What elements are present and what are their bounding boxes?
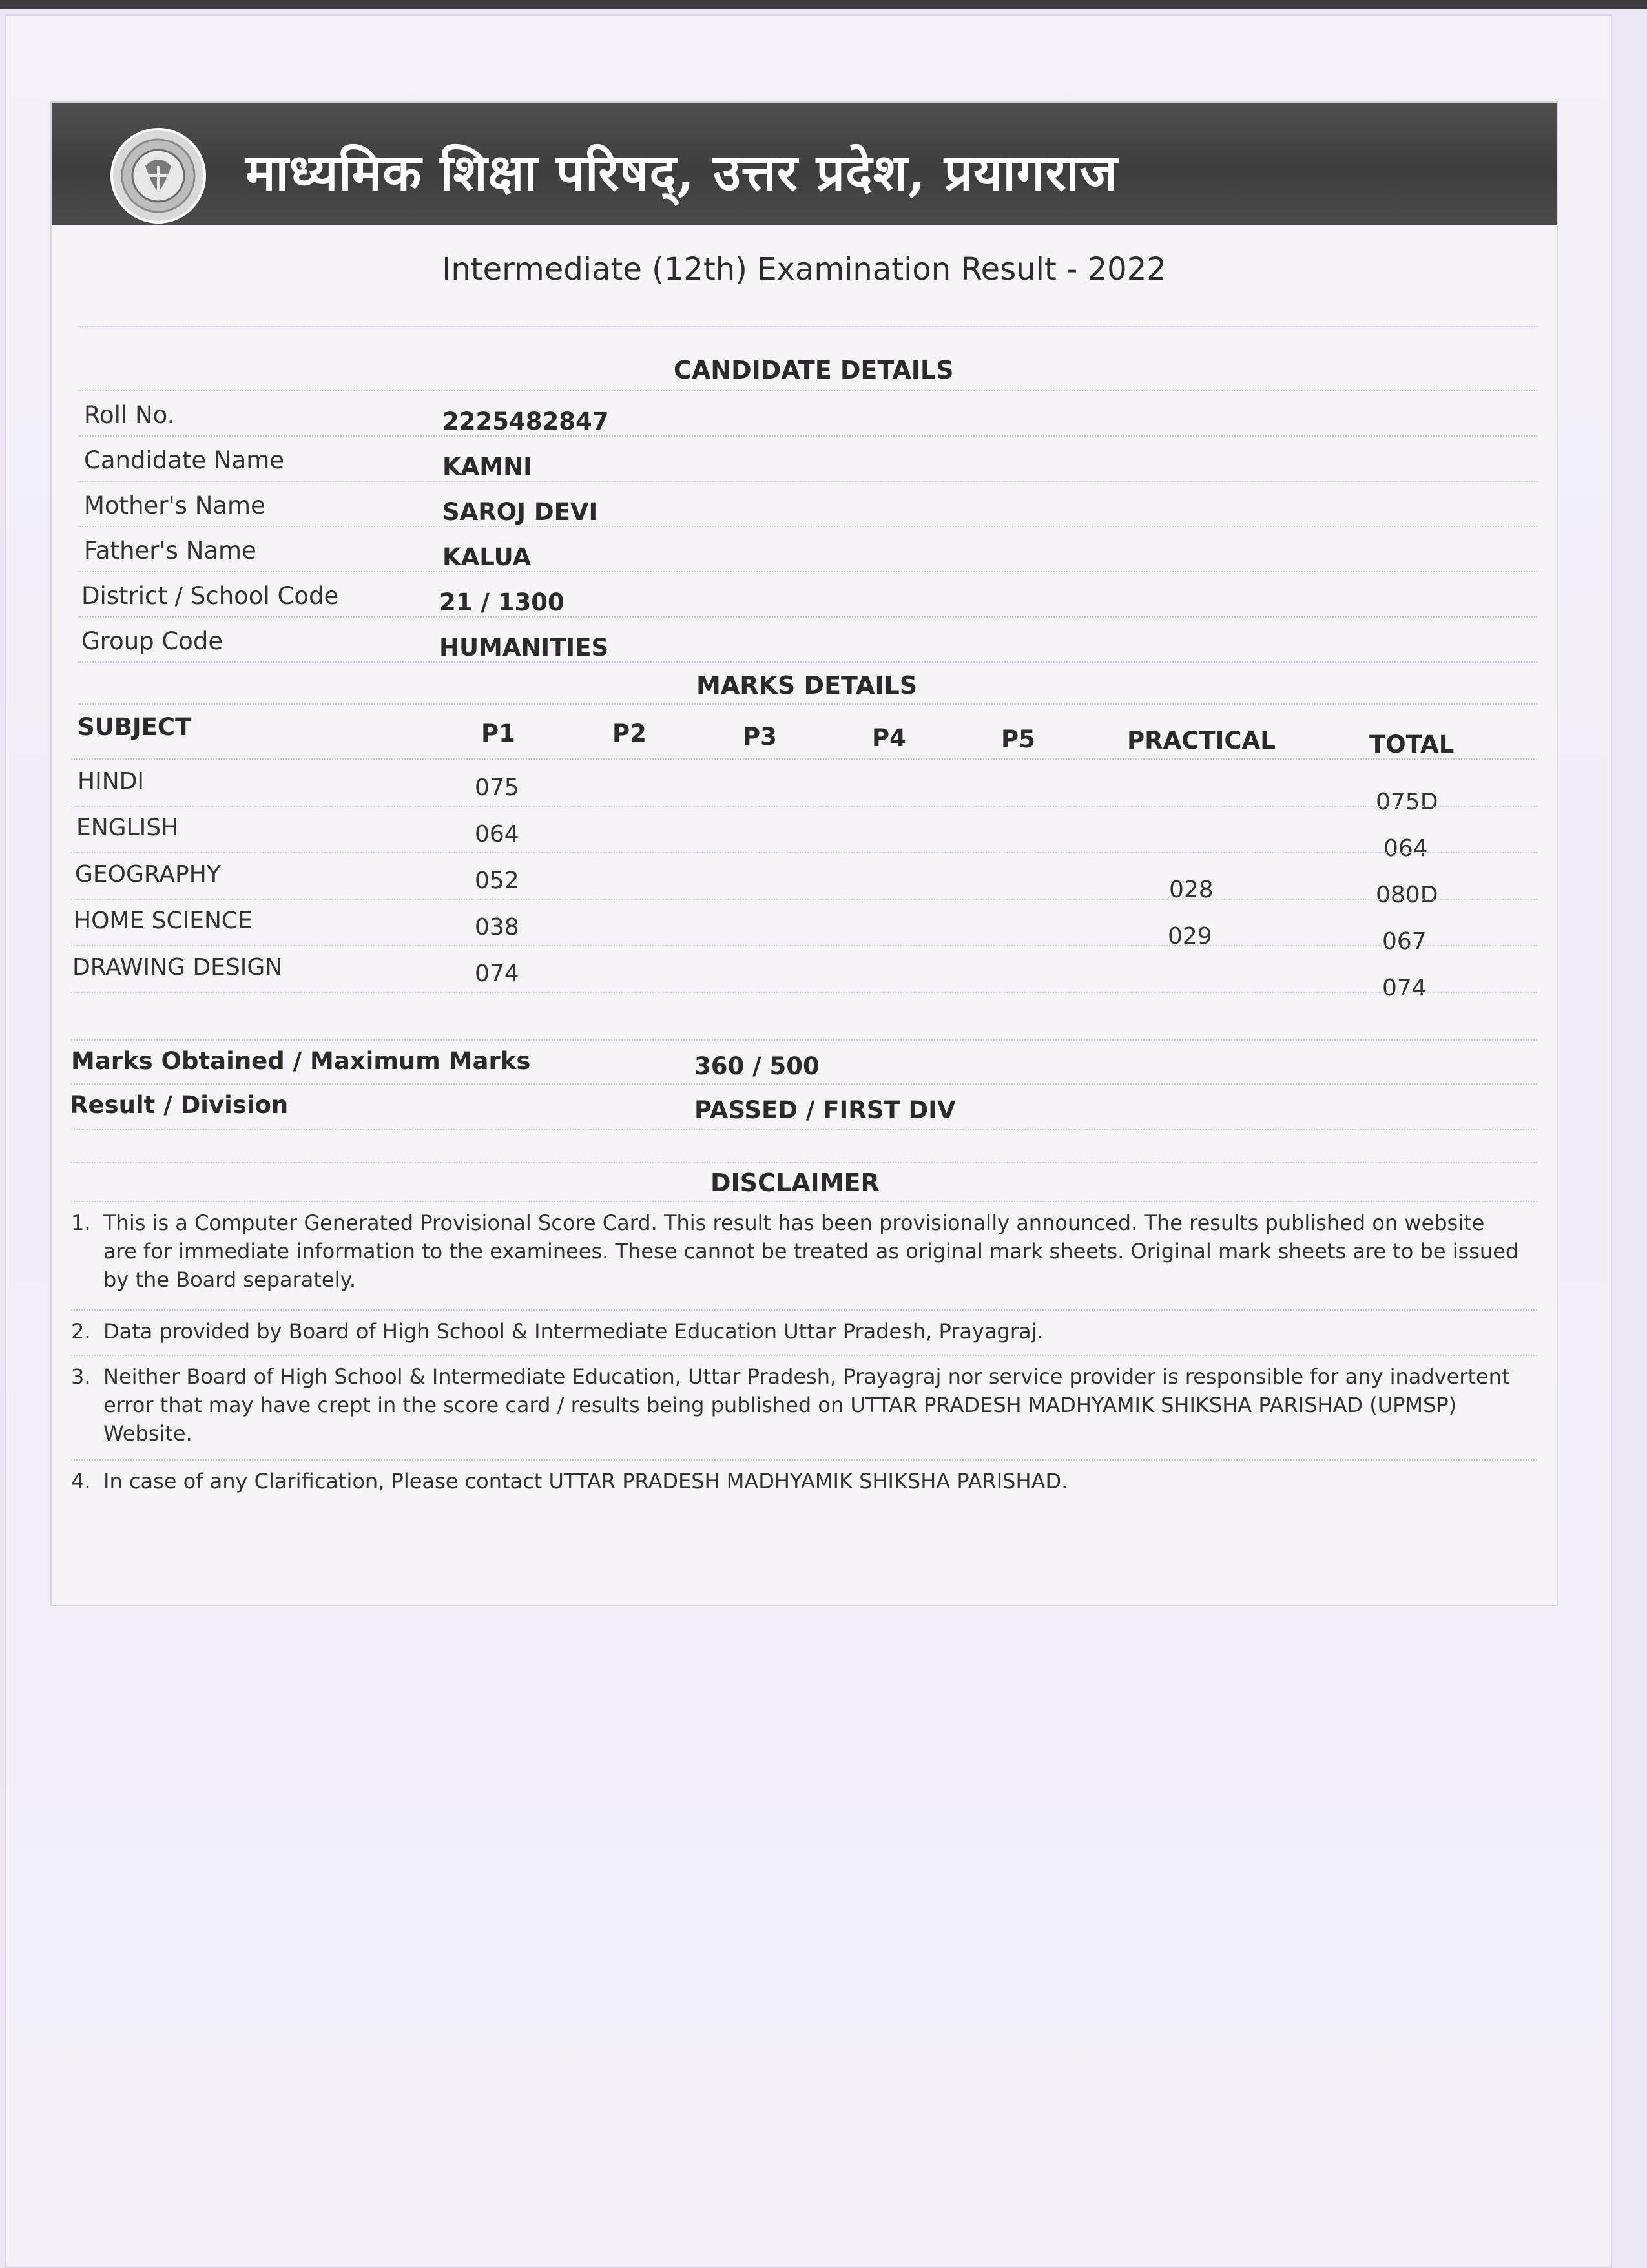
divider: [78, 526, 1537, 527]
marks-obtained-value: 360 / 500: [694, 1052, 820, 1080]
disclaimer-text: Data provided by Board of High School & Intermediate Education Uttar Pradesh, Prayagraj.: [103, 1319, 1044, 1344]
divider: [71, 1201, 1537, 1202]
p1-header: P1: [481, 720, 515, 747]
disclaimer-item: [71, 1362, 1524, 1453]
subject-cell: DRAWING DESIGN: [72, 954, 283, 981]
divider: [71, 806, 1537, 807]
divider: [71, 1039, 1537, 1041]
p4-header: P4: [872, 724, 906, 752]
total-cell: 067: [1382, 928, 1427, 955]
district-school-code-value: 21 / 1300: [439, 588, 565, 616]
p1-cell: 074: [475, 961, 519, 987]
p3-header: P3: [743, 723, 777, 751]
roll-no-value: 2225482847: [442, 408, 609, 435]
divider: [71, 945, 1537, 946]
p1-cell: 064: [475, 821, 519, 848]
mother-name-label: Mother's Name: [84, 492, 265, 519]
disclaimer-number: 4.: [71, 1469, 91, 1493]
disclaimer-title: DISCLAIMER: [710, 1169, 880, 1197]
total-cell: 080D: [1376, 882, 1438, 908]
disclaimer-text: This is a Computer Generated Provisional Score Card. This result has been provisionally announced. The results published on website are for immediate information to the examinees. These cannot be treated as original mark sheets. Original mark sheets are to be issued by the Board separately.: [103, 1211, 1519, 1292]
divider: [71, 899, 1537, 900]
divider: [71, 1459, 1537, 1461]
practical-cell: 028: [1169, 877, 1214, 903]
marks-obtained-label: Marks Obtained / Maximum Marks: [71, 1047, 531, 1075]
disclaimer-number: 1.: [71, 1211, 91, 1235]
marks-details-title: MARKS DETAILS: [696, 671, 918, 700]
divider: [78, 326, 1537, 327]
divider: [78, 661, 1537, 663]
disclaimer-item: [71, 1209, 1524, 1299]
divider: [71, 1083, 1537, 1085]
p5-header: P5: [1001, 725, 1035, 753]
group-code-value: HUMANITIES: [439, 634, 609, 661]
divider: [78, 571, 1537, 572]
total-cell: 064: [1383, 835, 1428, 862]
exam-title: Intermediate (12th) Examination Result - 2022: [442, 251, 1166, 287]
subject-cell: HOME SCIENCE: [74, 908, 253, 934]
scanned-page: [5, 14, 1612, 2268]
scan-edge: [0, 0, 1647, 9]
p2-header: P2: [612, 720, 647, 747]
candidate-name-value: KAMNI: [442, 453, 532, 481]
disclaimer-number: 3.: [71, 1364, 91, 1389]
disclaimer-number: 2.: [71, 1319, 91, 1344]
divider: [78, 390, 1537, 391]
p1-cell: 052: [475, 868, 519, 894]
disclaimer-text: In case of any Clarification, Please contact UTTAR PRADESH MADHYAMIK SHIKSHA PARISHAD.: [103, 1469, 1068, 1493]
result-card: [50, 101, 1558, 1606]
candidate-details-title: CANDIDATE DETAILS: [674, 356, 954, 384]
divider: [71, 1162, 1537, 1163]
disclaimer-text: Neither Board of High School & Intermediate Education, Uttar Pradesh, Prayagraj nor service provider is responsible for any inadvertent error that may have crept in the score card / results being published on UTTAR PRADESH MADHYAMIK SHIKSHA PARISHAD (UPMSP) Website.: [103, 1364, 1510, 1446]
up-emblem-seal-icon: [110, 127, 207, 224]
disclaimer-item: [71, 1317, 1524, 1349]
divider: [71, 1355, 1537, 1356]
roll-no-label: Roll No.: [84, 401, 175, 429]
district-school-code-label: District / School Code: [81, 582, 339, 610]
p1-cell: 075: [475, 775, 519, 801]
group-code-label: Group Code: [81, 627, 223, 655]
divider: [78, 703, 1537, 705]
result-division-label: Result / Division: [70, 1091, 289, 1119]
result-division-value: PASSED / FIRST DIV: [694, 1096, 956, 1124]
mother-name-value: SAROJ DEVI: [442, 498, 598, 526]
practical-cell: 029: [1168, 923, 1212, 950]
divider: [71, 852, 1537, 853]
divider: [71, 1309, 1537, 1311]
total-header: TOTAL: [1369, 731, 1455, 758]
candidate-name-label: Candidate Name: [84, 446, 285, 474]
divider: [71, 992, 1537, 993]
father-name-value: KALUA: [442, 543, 532, 571]
board-name: माध्यमिक शिक्षा परिषद्, उत्तर प्रदेश, प्रयागराज: [245, 143, 1118, 202]
subject-header: SUBJECT: [78, 713, 192, 741]
subject-cell: ENGLISH: [76, 815, 179, 841]
father-name-label: Father's Name: [84, 537, 256, 565]
p1-cell: 038: [475, 914, 519, 941]
divider: [71, 1129, 1537, 1130]
divider: [78, 435, 1537, 437]
divider: [78, 481, 1537, 482]
disclaimer-item: [71, 1467, 1524, 1499]
total-cell: 074: [1382, 975, 1427, 1001]
total-cell: 075D: [1376, 789, 1438, 815]
header-bar: [52, 103, 1557, 225]
practical-header: PRACTICAL: [1127, 727, 1276, 754]
divider: [71, 758, 1537, 760]
subject-cell: GEOGRAPHY: [75, 861, 221, 888]
subject-cell: HINDI: [78, 768, 144, 795]
divider: [78, 616, 1537, 618]
